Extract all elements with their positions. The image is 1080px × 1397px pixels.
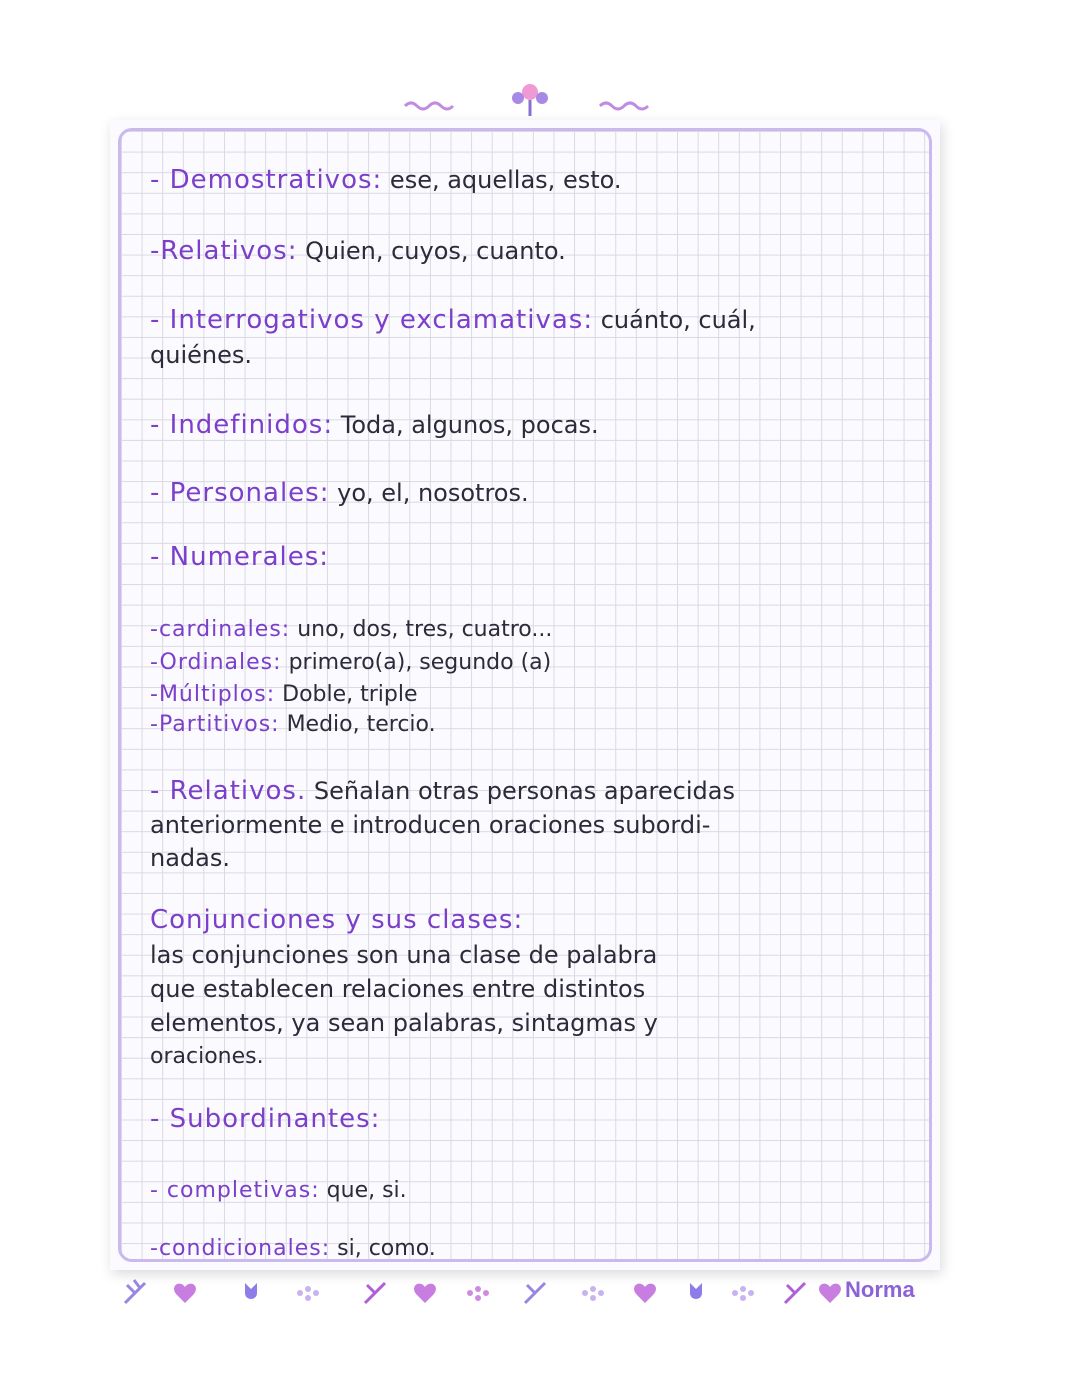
condicionales-label: -condicionales: [150,1236,331,1261]
interrogativos-text: cuánto, cuál, [600,306,756,334]
squiggle-left-icon [405,103,453,109]
heart-icon-2 [414,1284,436,1303]
squiggle-right-icon [600,103,648,109]
leaf-icon-2 [365,1283,385,1303]
completivas-text: que, si. [326,1178,407,1203]
numerales-line [150,542,910,572]
heart-icon [174,1284,196,1303]
indefinidos-text: Toda, algunos, pocas. [340,411,599,439]
relativos-def-line [150,776,910,806]
heart-icon-3 [634,1284,656,1303]
tulip-icon [245,1283,257,1299]
personales-line [150,478,910,508]
brand-logo: Norma [845,1277,915,1302]
dots-icon-2 [467,1286,489,1301]
demostrativos-label: - Demostrativos: [150,165,383,195]
interrogativos-cont: quiénes. [150,341,252,369]
heart-icon-4 [819,1284,841,1303]
ordinales-text: primero(a), segundo (a) [288,650,552,675]
relativos-def-label: - Relativos. [150,776,307,806]
personales-label: - Personales: [150,478,330,508]
indefinidos-label: - Indefinidos: [150,410,334,440]
multiplos-text: Doble, triple [282,682,418,707]
partitivos-text: Medio, tercio. [286,712,436,737]
relativos-label: -Relativos: [150,236,298,266]
numerales-label: - Numerales: [150,542,330,572]
leaf-icon [125,1280,145,1303]
dots-icon-3 [582,1286,604,1301]
condicionales-text: si, como. [337,1236,436,1261]
top-decoration [400,78,660,118]
cardinales-line [150,615,910,645]
ordinales-line [150,648,910,678]
relativos-def-cont2: nadas. [150,844,230,872]
cardinales-text: uno, dos, tres, cuatro... [297,617,553,642]
relativos-def-cont1: anteriormente e introducen oraciones subordi- [150,811,711,839]
leaf-icon-3 [525,1283,545,1303]
relativos-text: Quien, cuyos, cuanto. [305,237,566,265]
relativos-line [150,236,910,266]
leaf-icon-4 [785,1283,805,1303]
completivas-label: - completivas: [150,1178,320,1203]
subordinantes-line [150,1104,910,1134]
conjunciones-line-1: las conjunciones son una clase de palabra [150,941,658,969]
dots-icon-4 [732,1286,754,1301]
cardinales-label: -cardinales: [150,617,291,642]
bottom-decoration [115,1273,935,1313]
indefinidos-line [150,410,910,440]
partitivos-line [150,710,910,740]
relativos-def-text: Señalan otras personas aparecidas [313,777,735,805]
multiplos-line [150,680,910,710]
conjunciones-line-2: que establecen relaciones entre distintos [150,975,646,1003]
ordinales-label: -Ordinales: [150,650,282,675]
interrogativos-label: - Interrogativos y exclamativas: [150,305,594,335]
partitivos-label: -Partitivos: [150,712,280,737]
tulip-icon-2 [690,1283,702,1299]
personales-text: yo, el, nosotros. [337,479,529,507]
condicionales-line [150,1234,910,1264]
conjunciones-title: Conjunciones y sus clases: [150,905,524,935]
multiplos-label: -Múltiplos: [150,682,276,707]
dots-icon [297,1286,319,1301]
flower-icon [512,84,548,116]
completivas-line [150,1176,910,1206]
conjunciones-line-4: oraciones. [150,1044,264,1069]
demostrativos-text: ese, aquellas, esto. [389,166,622,194]
interrogativos-line [150,305,910,335]
demostrativos-line [150,165,910,195]
subordinantes-label: - Subordinantes: [150,1104,381,1134]
conjunciones-line-3: elementos, ya sean palabras, sintagmas y [150,1009,658,1037]
